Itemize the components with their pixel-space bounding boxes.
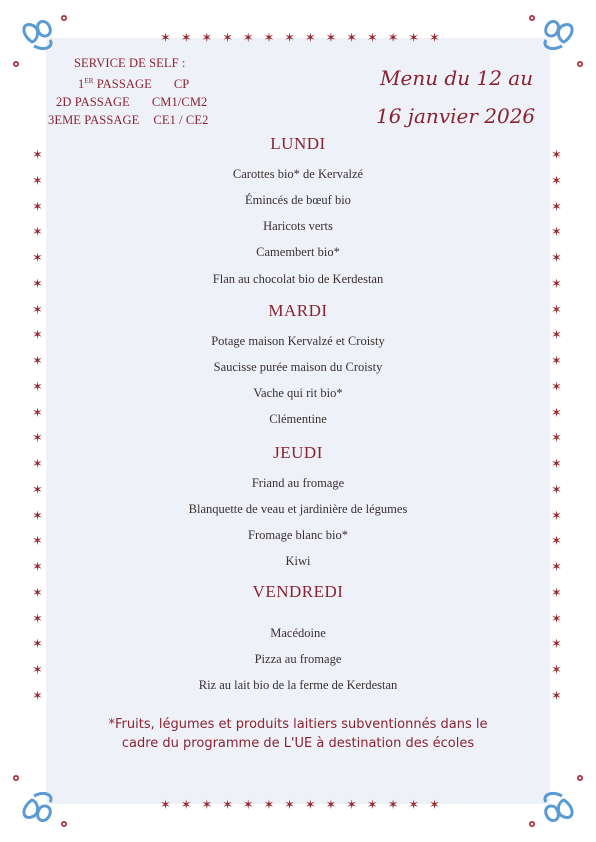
- menu-dish: Clémentine: [269, 412, 327, 426]
- menu-dish: Friand au fromage: [251, 476, 345, 490]
- day-heading-mardi: MARDI: [268, 301, 328, 320]
- star-icon: ✶: [284, 30, 296, 45]
- star-icon: ✶: [551, 301, 562, 317]
- star-icon: ✶: [325, 797, 337, 812]
- star-icon: ✶: [428, 30, 440, 45]
- star-icon: ✶: [551, 662, 562, 677]
- star-icon: ✶: [387, 30, 399, 45]
- star-icon: ✶: [387, 797, 399, 812]
- star-icon: ✶: [551, 275, 562, 291]
- star-icon: ✶: [346, 797, 358, 812]
- service-line-2: [56, 93, 216, 111]
- menu-dish: Vache qui rit bio*: [253, 386, 343, 400]
- star-icon: ✶: [32, 456, 43, 471]
- star-icon: ✶: [551, 507, 562, 523]
- star-icon: ✶: [551, 533, 562, 549]
- day-heading-jeudi: JEUDI: [273, 443, 323, 462]
- star-icon: ✶: [551, 172, 562, 188]
- star-icon: ✶: [32, 147, 43, 162]
- star-icon: ✶: [32, 198, 43, 214]
- star-icon: ✶: [32, 610, 43, 626]
- star-icon: ✶: [32, 507, 43, 523]
- star-icon: ✶: [32, 687, 43, 703]
- footer-note-line2: cadre du programme de L'UE à destination des écoles: [121, 736, 475, 751]
- menu-dish: Flan au chocolat bio de Kerdestan: [212, 272, 384, 286]
- service-line-1: [78, 72, 238, 93]
- star-icon: ✶: [284, 797, 296, 812]
- star-icon: ✶: [32, 636, 43, 652]
- menu-dish: Potage maison Kervalzé et Croisty: [211, 334, 385, 348]
- pass-label: 2D PASSAGE: [56, 95, 130, 109]
- star-icon: ✶: [263, 797, 275, 812]
- star-icon: ✶: [408, 797, 420, 812]
- star-icon: ✶: [32, 533, 43, 549]
- star-icon: ✶: [551, 559, 562, 574]
- menu-dish: Saucisse purée maison du Croisty: [213, 360, 383, 374]
- star-icon: ✶: [180, 30, 192, 45]
- star-icon: ✶: [32, 301, 43, 317]
- menu-dish: Camembert bio*: [256, 245, 340, 259]
- star-icon: ✶: [551, 430, 562, 446]
- star-border-bottom: [160, 798, 440, 811]
- star-icon: ✶: [32, 584, 43, 600]
- star-icon: ✶: [551, 404, 562, 420]
- star-icon: ✶: [551, 636, 562, 652]
- pass-superscript: ER: [84, 77, 94, 85]
- footer-note-line1: *Fruits, légumes et produits laitiers subventionnés dans le: [108, 717, 488, 732]
- pass-number: 1: [78, 77, 85, 91]
- menu-dish: Blanquette de veau et jardinière de légumes: [188, 502, 408, 516]
- star-icon: ✶: [180, 797, 192, 812]
- menu-dish: Fromage blanc bio*: [248, 528, 348, 542]
- menu-dish: Carottes bio* de Kervalzé: [232, 167, 364, 181]
- menu-dish: Haricots verts: [263, 219, 333, 233]
- pass-label: PASSAGE: [93, 77, 152, 91]
- star-icon: ✶: [263, 30, 275, 45]
- star-icon: ✶: [32, 662, 43, 677]
- star-icon: ✶: [32, 559, 43, 574]
- star-icon: ✶: [160, 30, 171, 45]
- menu-dish: Riz au lait bio de la ferme de Kerdestan: [198, 678, 398, 692]
- day-heading-lundi: LUNDI: [270, 134, 326, 153]
- corner-ornament-icon: [10, 766, 74, 830]
- service-heading: SERVICE DE SELF :: [74, 56, 186, 70]
- menu-dish: Kiwi: [285, 554, 311, 568]
- star-icon: ✶: [222, 797, 233, 812]
- star-icon: ✶: [366, 30, 378, 45]
- star-icon: ✶: [366, 797, 378, 812]
- star-icon: ✶: [32, 353, 43, 368]
- star-icon: ✶: [551, 224, 562, 240]
- star-icon: ✶: [32, 327, 43, 343]
- pass-grades: CM1/CM2: [151, 95, 208, 109]
- corner-ornament-icon: [522, 766, 586, 830]
- star-icon: ✶: [32, 481, 43, 497]
- star-icon: ✶: [304, 797, 316, 812]
- star-icon: ✶: [304, 30, 316, 45]
- menu-title-line2: 16 janvier 2026: [376, 104, 536, 128]
- star-icon: ✶: [551, 147, 562, 162]
- menu-dish: Macédoine: [270, 626, 326, 640]
- star-icon: ✶: [32, 250, 43, 265]
- star-icon: ✶: [551, 353, 562, 368]
- menu-title-line1: Menu du 12 au: [380, 66, 534, 90]
- star-border-top: [160, 31, 440, 44]
- star-icon: ✶: [32, 224, 43, 240]
- day-heading-vendredi: VENDREDI: [252, 582, 344, 601]
- menu-dish: Émincés de bœuf bio: [245, 193, 351, 207]
- star-icon: ✶: [551, 250, 562, 265]
- star-icon: ✶: [551, 584, 562, 600]
- menu-dish: Pizza au fromage: [254, 652, 342, 666]
- star-icon: ✶: [551, 456, 562, 471]
- star-icon: ✶: [160, 797, 171, 812]
- star-icon: ✶: [32, 430, 43, 446]
- star-icon: ✶: [242, 30, 254, 45]
- star-icon: ✶: [551, 198, 562, 214]
- star-icon: ✶: [551, 327, 562, 343]
- star-icon: ✶: [551, 687, 562, 703]
- pass-label: 3EME PASSAGE: [48, 113, 140, 127]
- star-icon: ✶: [32, 275, 43, 291]
- star-icon: ✶: [325, 30, 337, 45]
- star-icon: ✶: [32, 404, 43, 420]
- pass-grades: CP: [173, 77, 190, 91]
- star-icon: ✶: [346, 30, 358, 45]
- service-schedule: [48, 54, 208, 129]
- star-icon: ✶: [551, 610, 562, 626]
- pass-grades: CE1 / CE2: [153, 113, 209, 127]
- star-icon: ✶: [408, 30, 420, 45]
- service-line-3: [48, 111, 208, 129]
- star-icon: ✶: [201, 30, 213, 45]
- star-icon: ✶: [242, 797, 254, 812]
- star-icon: ✶: [428, 797, 440, 812]
- star-icon: ✶: [222, 30, 233, 45]
- star-icon: ✶: [32, 172, 43, 188]
- star-icon: ✶: [32, 378, 43, 394]
- star-icon: ✶: [551, 378, 562, 394]
- star-icon: ✶: [201, 797, 213, 812]
- star-icon: ✶: [551, 481, 562, 497]
